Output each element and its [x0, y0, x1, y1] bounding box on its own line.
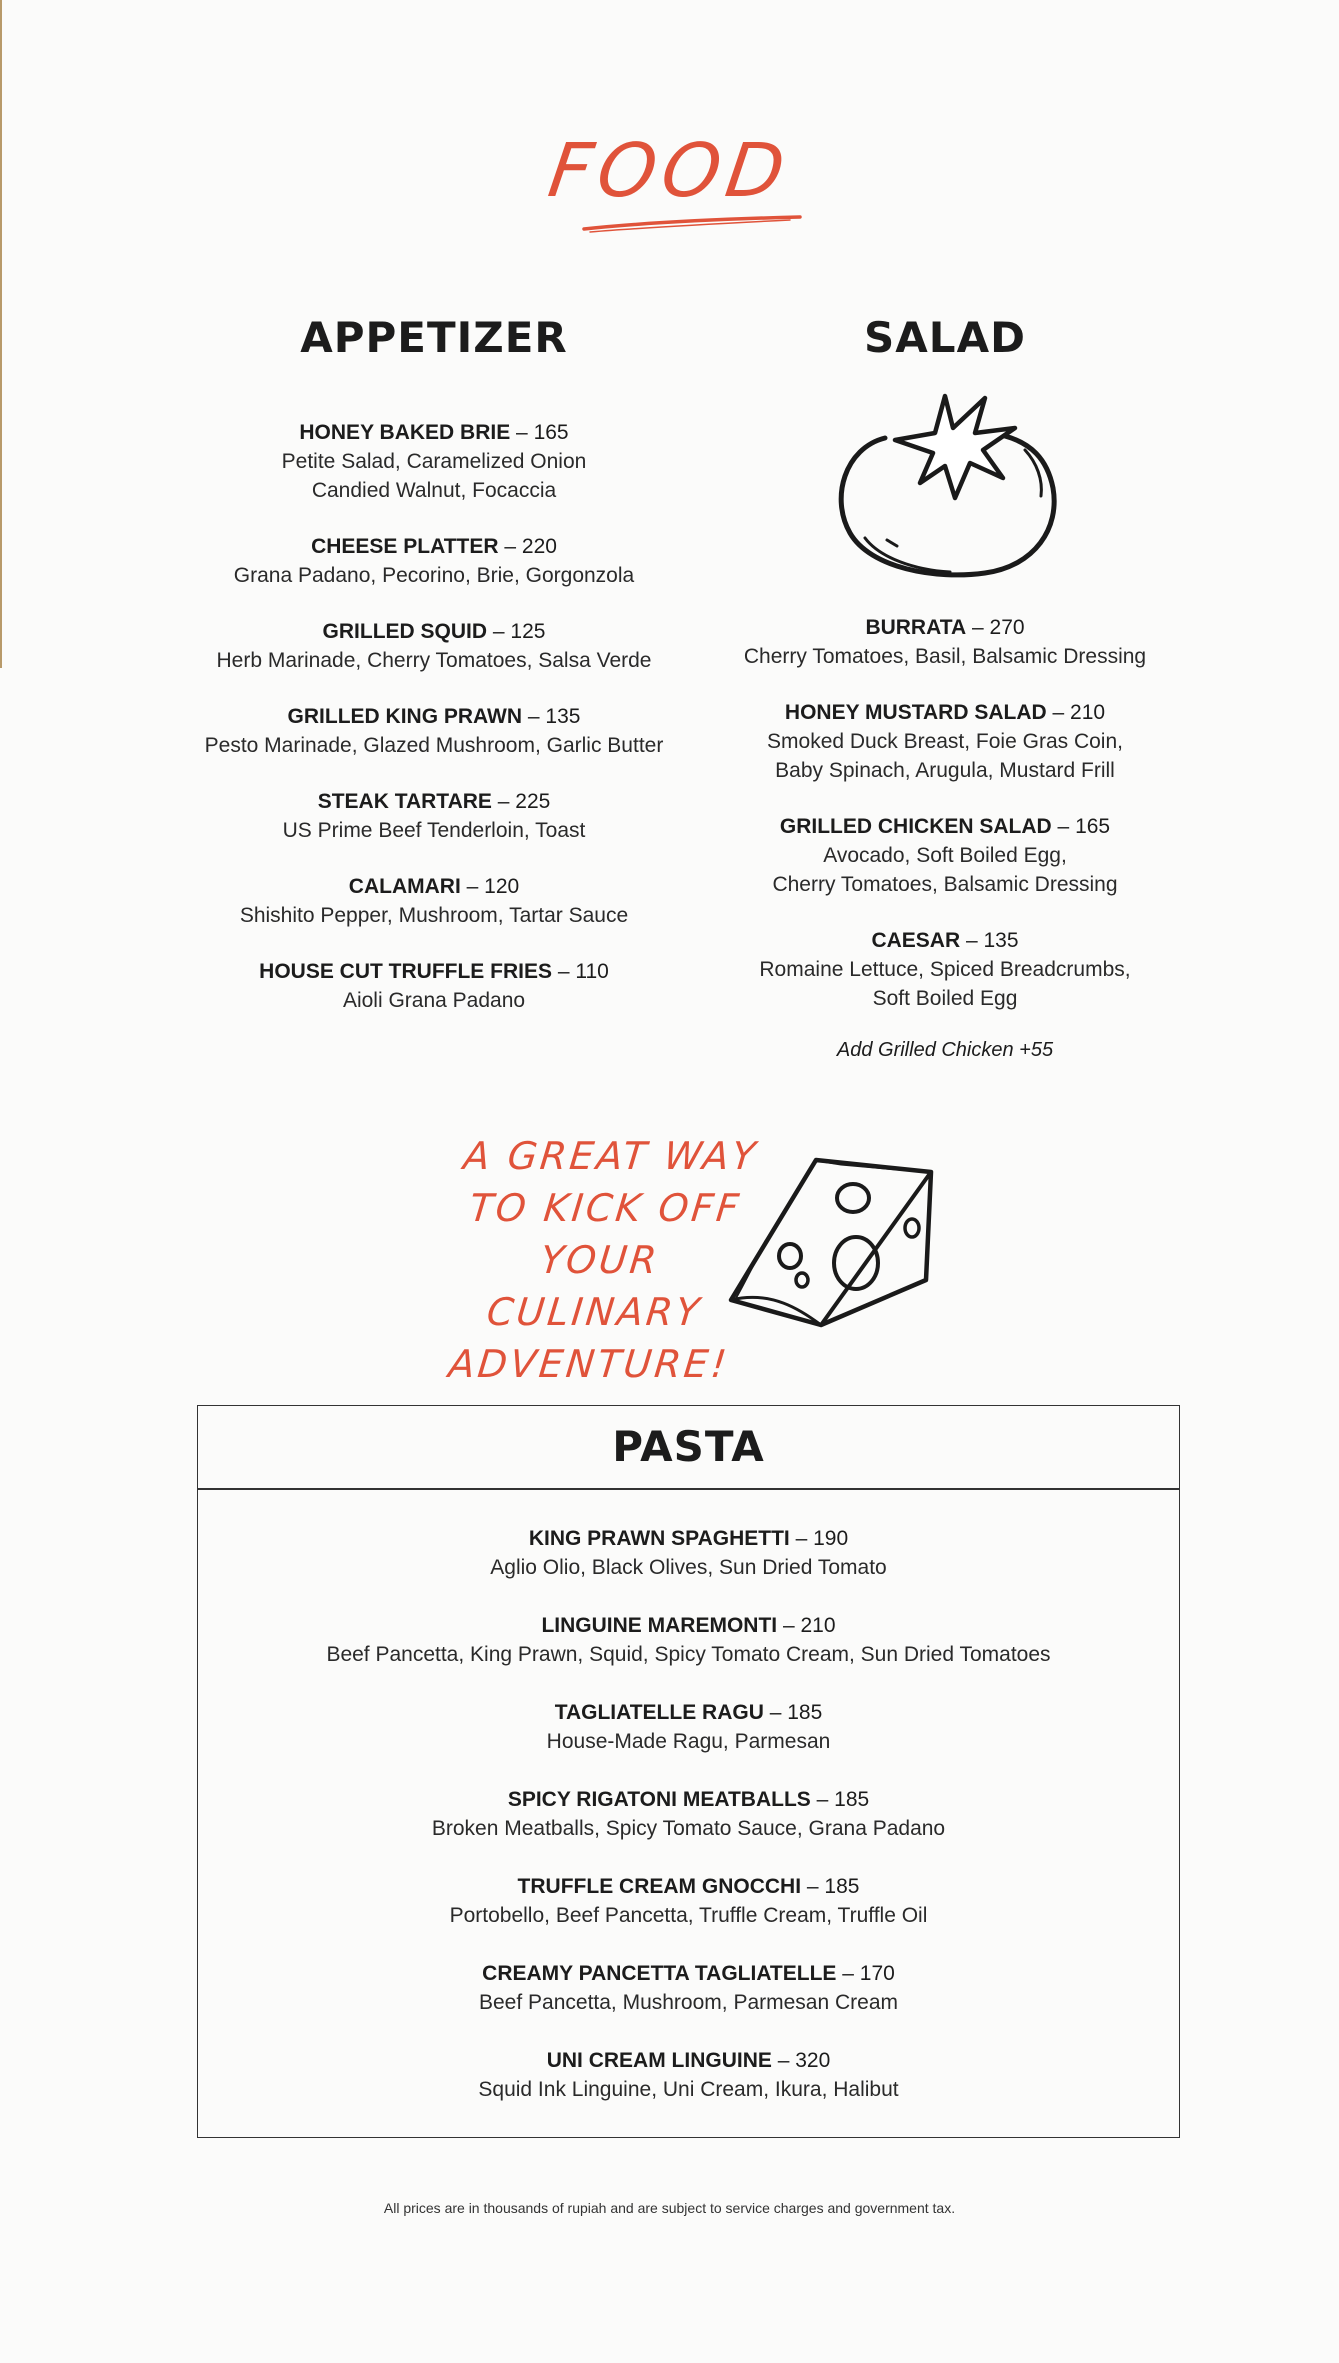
menu-item-description	[198, 2075, 1179, 2104]
price-separator: –	[966, 616, 990, 639]
salad-section	[685, 310, 1205, 1064]
title-underline	[580, 205, 805, 235]
menu-item	[174, 872, 694, 930]
menu-item-name: TRUFFLE CREAM GNOCCHI	[517, 1875, 802, 1898]
menu-item-name: BURRATA	[865, 616, 967, 639]
menu-item	[198, 1785, 1179, 1843]
description-line: Herb Marinade, Cherry Tomatoes, Salsa Verde	[216, 649, 652, 672]
menu-item-description	[198, 1901, 1179, 1930]
description-line: Candied Walnut, Focaccia	[311, 479, 557, 502]
menu-item-description	[198, 1727, 1179, 1756]
description-line: Cherry Tomatoes, Balsamic Dressing	[772, 873, 1118, 896]
menu-item-name: HOUSE CUT TRUFFLE FRIES	[259, 960, 552, 983]
description-line: Avocado, Soft Boiled Egg,	[823, 844, 1067, 867]
pasta-heading: PASTA	[612, 1422, 765, 1471]
price-separator: –	[491, 790, 516, 813]
menu-item-price: 110	[575, 960, 609, 983]
menu-item-description	[198, 1814, 1179, 1843]
menu-item-name: TAGLIATELLE RAGU	[554, 1701, 764, 1724]
menu-item-name: CHEESE PLATTER	[311, 535, 499, 558]
description-line: Aglio Olio, Black Olives, Sun Dried Tomato	[490, 1556, 887, 1579]
price-separator: –	[498, 535, 522, 558]
menu-item-description	[685, 642, 1205, 671]
price-separator: –	[771, 2049, 796, 2072]
price-separator: –	[1051, 815, 1076, 838]
tagline-line: ADVENTURE!	[446, 1342, 732, 1386]
menu-item-price: 170	[859, 1962, 895, 1985]
description-line: Shishito Pepper, Mushroom, Tartar Sauce	[239, 904, 629, 927]
menu-item-title	[685, 613, 1205, 642]
tagline-line: TO KICK OFF YOUR	[467, 1186, 744, 1282]
menu-item-name: KING PRAWN SPAGHETTI	[528, 1527, 790, 1550]
price-separator: –	[789, 1527, 814, 1550]
menu-item	[174, 418, 694, 505]
menu-item-title	[198, 1872, 1179, 1901]
menu-item-description	[174, 816, 694, 845]
menu-item-price: 220	[521, 535, 557, 558]
menu-item-description	[685, 955, 1205, 1013]
description-line: Cherry Tomatoes, Basil, Balsamic Dressing	[743, 645, 1147, 668]
menu-item	[174, 532, 694, 590]
menu-item-name: HONEY MUSTARD SALAD	[784, 701, 1047, 724]
menu-item-price: 270	[989, 616, 1025, 639]
menu-item	[174, 957, 694, 1015]
salad-addon-note: Add Grilled Chicken +55	[836, 1039, 1054, 1061]
menu-item-description	[198, 1988, 1179, 2017]
menu-item	[198, 1611, 1179, 1669]
menu-item-description	[174, 986, 694, 1015]
price-separator: –	[510, 421, 534, 444]
menu-item-description	[198, 1553, 1179, 1582]
price-separator: –	[836, 1962, 860, 1985]
salad-list	[685, 613, 1205, 1013]
description-line: Portobello, Beef Pancetta, Truffle Cream, Truffle Oil	[449, 1904, 928, 1927]
description-line: Pesto Marinade, Glazed Mushroom, Garlic Butter	[204, 734, 664, 757]
description-line: Beef Pancetta, King Prawn, Squid, Spicy Tomato Cream, Sun Dried Tomatoes	[326, 1643, 1051, 1666]
menu-item	[198, 2046, 1179, 2104]
description-line: Grana Padano, Pecorino, Brie, Gorgonzola	[233, 564, 635, 587]
description-line: Squid Ink Linguine, Uni Cream, Ikura, Halibut	[478, 2078, 899, 2101]
menu-item-title	[174, 617, 694, 646]
menu-item	[198, 1698, 1179, 1756]
cheese-icon	[726, 1150, 936, 1335]
description-line: Aioli Grana Padano	[342, 989, 526, 1012]
appetizer-list	[174, 418, 694, 1015]
menu-item-title	[685, 812, 1205, 841]
menu-item-description	[174, 447, 694, 505]
menu-item-price: 125	[510, 620, 546, 643]
menu-item-name: LINGUINE MAREMONTI	[541, 1614, 778, 1637]
menu-item-name: HONEY BAKED BRIE	[299, 421, 511, 444]
menu-item-title	[174, 787, 694, 816]
menu-item-title	[174, 418, 694, 447]
description-line: Broken Meatballs, Spicy Tomato Sauce, Grana Padano	[431, 1817, 946, 1840]
menu-item-title	[198, 1611, 1179, 1640]
price-separator: –	[960, 929, 984, 952]
menu-item-title	[198, 2046, 1179, 2075]
tagline-line: CULINARY	[484, 1290, 705, 1334]
left-edge-rule	[0, 0, 2, 668]
pasta-list	[198, 1524, 1179, 2104]
menu-item-price: 225	[515, 790, 551, 813]
description-line: Petite Salad, Caramelized Onion	[281, 450, 587, 473]
menu-item	[685, 613, 1205, 671]
price-separator: –	[801, 1875, 825, 1898]
description-line: Baby Spinach, Arugula, Mustard Frill	[775, 759, 1115, 782]
menu-item-title	[174, 532, 694, 561]
menu-item-description	[174, 646, 694, 675]
menu-item-description	[174, 731, 694, 760]
price-separator: –	[460, 875, 485, 898]
menu-item-price: 165	[1075, 815, 1111, 838]
menu-item-name: GRILLED SQUID	[322, 620, 488, 643]
description-line: Smoked Duck Breast, Foie Gras Coin,	[767, 730, 1123, 753]
menu-item	[198, 1872, 1179, 1930]
menu-item-name: CALAMARI	[348, 875, 461, 898]
price-separator: –	[522, 705, 546, 728]
menu-item-name: CREAMY PANCETTA TAGLIATELLE	[482, 1962, 837, 1985]
menu-item-description	[685, 727, 1205, 785]
menu-item-price: 210	[1070, 701, 1106, 724]
menu-item-description	[174, 901, 694, 930]
menu-item-name: SPICY RIGATONI MEATBALLS	[507, 1788, 811, 1811]
menu-item	[685, 926, 1205, 1013]
pasta-section	[197, 1405, 1180, 2138]
menu-item-title	[174, 957, 694, 986]
salad-heading: SALAD	[864, 313, 1026, 362]
menu-item-price: 320	[795, 2049, 831, 2072]
menu-item-price: 165	[533, 421, 569, 444]
price-separator: –	[763, 1701, 788, 1724]
menu-item-description	[685, 841, 1205, 899]
menu-item-title	[198, 1524, 1179, 1553]
menu-item-name: GRILLED CHICKEN SALAD	[779, 815, 1052, 838]
menu-item-price: 135	[983, 929, 1019, 952]
menu-item-title	[174, 872, 694, 901]
description-line: Soft Boiled Egg	[872, 987, 1018, 1010]
price-separator: –	[552, 960, 576, 983]
menu-item	[174, 787, 694, 845]
page-title: FOOD	[543, 128, 796, 214]
menu-item-title	[174, 702, 694, 731]
menu-item-title	[198, 1785, 1179, 1814]
price-separator: –	[1046, 701, 1071, 724]
description-line: House-Made Ragu, Parmesan	[546, 1730, 831, 1753]
description-line: Beef Pancetta, Mushroom, Parmesan Cream	[478, 1991, 898, 2014]
description-line: Romaine Lettuce, Spiced Breadcrumbs,	[759, 958, 1131, 981]
menu-item-name: GRILLED KING PRAWN	[287, 705, 523, 728]
price-footnote: All prices are in thousands of rupiah and are subject to service charges and government tax.	[383, 2200, 956, 2216]
tomato-icon	[825, 388, 1065, 583]
menu-item-description	[174, 561, 694, 590]
appetizer-heading: APPETIZER	[300, 313, 568, 362]
menu-item-description	[198, 1640, 1179, 1669]
menu-item-name: UNI CREAM LINGUINE	[546, 2049, 772, 2072]
menu-item-price: 120	[484, 875, 520, 898]
menu-item	[174, 617, 694, 675]
menu-item	[198, 1959, 1179, 2017]
menu-item	[198, 1524, 1179, 1582]
menu-item-title	[685, 698, 1205, 727]
menu-item-price: 185	[834, 1788, 870, 1811]
description-line: US Prime Beef Tenderloin, Toast	[282, 819, 586, 842]
menu-item	[685, 812, 1205, 899]
menu-item	[174, 702, 694, 760]
appetizer-section	[174, 310, 694, 1042]
menu-item-price: 185	[824, 1875, 860, 1898]
menu-item-price: 135	[545, 705, 581, 728]
price-separator: –	[487, 620, 511, 643]
menu-item-title	[198, 1698, 1179, 1727]
menu-item-title	[198, 1959, 1179, 1988]
pasta-header	[198, 1406, 1179, 1490]
menu-item	[685, 698, 1205, 785]
tagline-line: A GREAT WAY	[461, 1134, 761, 1178]
menu-item-price: 210	[800, 1614, 836, 1637]
menu-item-name: CAESAR	[871, 929, 961, 952]
menu-item-name: STEAK TARTARE	[317, 790, 492, 813]
price-separator: –	[777, 1614, 801, 1637]
price-separator: –	[810, 1788, 835, 1811]
menu-item-title	[685, 926, 1205, 955]
menu-item-price: 190	[813, 1527, 849, 1550]
menu-item-price: 185	[787, 1701, 823, 1724]
